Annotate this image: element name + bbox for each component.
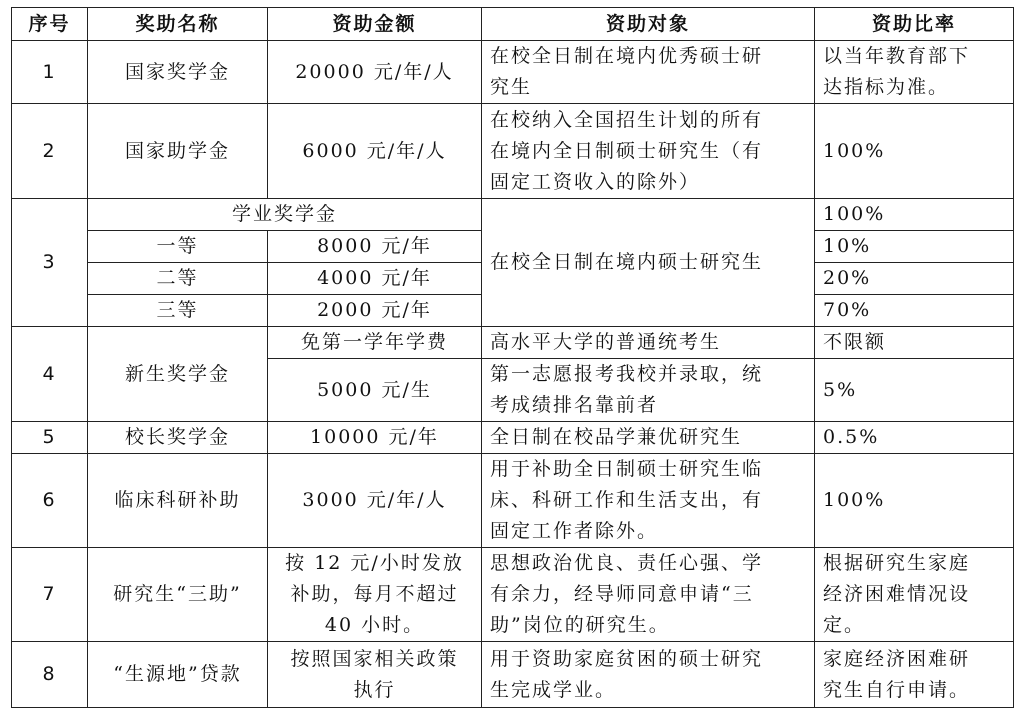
award-name: “生源地”贷款 (88, 642, 268, 708)
table-row (12, 548, 1014, 642)
header-no: 序号 (12, 8, 88, 41)
header-row (12, 8, 1014, 41)
row-no: 6 (12, 454, 88, 548)
award-name: 校长奖学金 (88, 422, 268, 454)
row-no: 3 (12, 199, 88, 327)
award-ratio: 不限额 (815, 327, 1014, 359)
row-no: 5 (12, 422, 88, 454)
award-amount: 10000 元/年 (268, 422, 482, 454)
award-target: 用于资助家庭贫困的硕士研究 生完成学业。 (482, 642, 815, 708)
row-no: 4 (12, 327, 88, 422)
award-level: 一等 (88, 231, 268, 263)
award-target: 在校全日制在境内优秀硕士研 究生 (482, 41, 815, 104)
award-target: 思想政治优良、责任心强、学 有余力，经导师同意申请“三 助”岗位的研究生。 (482, 548, 815, 642)
award-amount: 3000 元/年/人 (268, 454, 482, 548)
table-row (12, 454, 1014, 548)
award-target: 在校纳入全国招生计划的所有 在境内全日制硕士研究生（有 固定工资收入的除外） (482, 104, 815, 199)
award-target: 第一志愿报考我校并录取，统 考成绩排名靠前者 (482, 359, 815, 422)
award-level: 三等 (88, 295, 268, 327)
award-ratio: 100% (815, 104, 1014, 199)
award-amount: 按照国家相关政策 执行 (268, 642, 482, 708)
award-ratio: 100% (815, 199, 1014, 231)
header-ratio: 资助比率 (815, 8, 1014, 41)
award-amount: 8000 元/年 (268, 231, 482, 263)
award-ratio: 0.5% (815, 422, 1014, 454)
table-row (12, 422, 1014, 454)
award-level: 二等 (88, 263, 268, 295)
award-target: 高水平大学的普通统考生 (482, 327, 815, 359)
award-amount: 20000 元/年/人 (268, 41, 482, 104)
award-amount: 2000 元/年 (268, 295, 482, 327)
award-amount: 6000 元/年/人 (268, 104, 482, 199)
award-name: 学业奖学金 (88, 199, 482, 231)
header-target: 资助对象 (482, 8, 815, 41)
award-ratio: 5% (815, 359, 1014, 422)
row-no: 1 (12, 41, 88, 104)
row-no: 8 (12, 642, 88, 708)
award-ratio: 10% (815, 231, 1014, 263)
table-row (12, 327, 1014, 359)
header-name: 奖助名称 (88, 8, 268, 41)
award-name: 国家助学金 (88, 104, 268, 199)
header-amount: 资助金额 (268, 8, 482, 41)
award-name: 国家奖学金 (88, 41, 268, 104)
award-amount: 5000 元/生 (268, 359, 482, 422)
award-target: 全日制在校品学兼优研究生 (482, 422, 815, 454)
award-ratio: 70% (815, 295, 1014, 327)
award-ratio: 根据研究生家庭 经济困难情况设 定。 (815, 548, 1014, 642)
award-ratio: 以当年教育部下 达指标为准。 (815, 41, 1014, 104)
award-name: 临床科研补助 (88, 454, 268, 548)
row-no: 2 (12, 104, 88, 199)
award-name: 新生奖学金 (88, 327, 268, 422)
row-no: 7 (12, 548, 88, 642)
award-ratio: 20% (815, 263, 1014, 295)
table-row (12, 642, 1014, 708)
award-target: 用于补助全日制硕士研究生临 床、科研工作和生活支出，有 固定工作者除外。 (482, 454, 815, 548)
award-ratio: 家庭经济困难研 究生自行申请。 (815, 642, 1014, 708)
table-row (12, 41, 1014, 104)
award-ratio: 100% (815, 454, 1014, 548)
award-amount: 按 12 元/小时发放 补助，每月不超过 40 小时。 (268, 548, 482, 642)
funding-table (11, 7, 1014, 708)
award-target: 在校全日制在境内硕士研究生 (482, 199, 815, 327)
table-row (12, 199, 1014, 231)
table-row (12, 104, 1014, 199)
award-amount: 免第一学年学费 (268, 327, 482, 359)
award-name: 研究生“三助” (88, 548, 268, 642)
award-amount: 4000 元/年 (268, 263, 482, 295)
